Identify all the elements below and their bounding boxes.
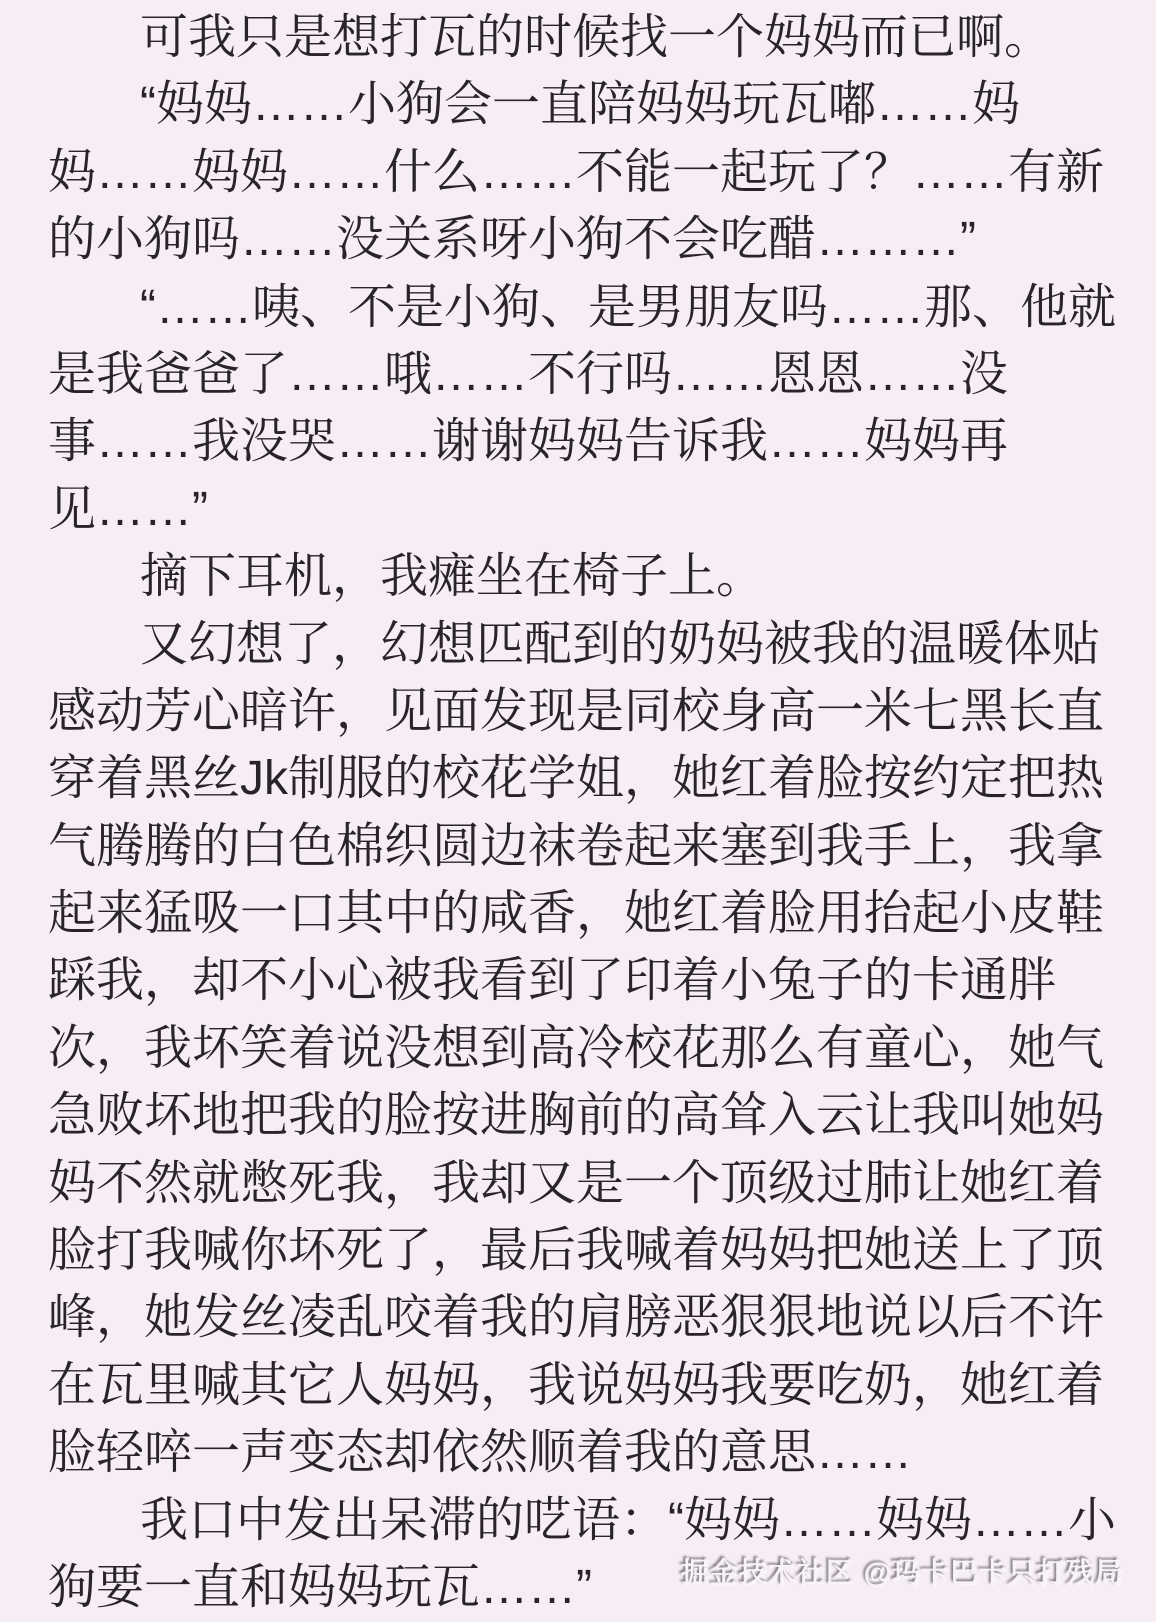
text-line: 我口中发出呆滞的呓语：“妈妈……妈妈……小: [140, 1493, 1116, 1547]
text-line: 是我爸爸了……哦……不行吗……恩恩……没: [48, 347, 1009, 401]
text-line: 次，我坏笑着说没想到高冷校花那么有童心，她气: [48, 1021, 1105, 1075]
text-line: 感动芳心暗许，见面发现是同校身高一米七黑长直: [48, 684, 1105, 738]
text-line: 事……我没哭……谢谢妈妈告诉我……妈妈再: [48, 415, 1009, 469]
text-line: 起来猛吸一口其中的咸香，她红着脸用抬起小皮鞋: [48, 887, 1105, 941]
text-line: 穿着黑丝Jk制服的校花学姐，她红着脸按约定把热: [48, 752, 1105, 806]
watermark: 掘金技术社区 @玛卡巴卡只打残局: [680, 1557, 1124, 1588]
novel-text-block: [48, 4, 1138, 1621]
text-line: 摘下耳机，我瘫坐在椅子上。: [140, 550, 765, 604]
text-line: “妈妈……小狗会一直陪妈妈玩瓦嘟……妈: [140, 78, 1020, 132]
text-line: 见……”: [48, 482, 208, 536]
text-line: 气腾腾的白色棉织圆边袜卷起来塞到我手上，我拿: [48, 819, 1105, 873]
text-line: 在瓦里喊其它人妈妈，我说妈妈我要吃奶，她红着: [48, 1358, 1105, 1412]
text-line: 又幻想了，幻想匹配到的奶妈被我的温暖体贴: [140, 617, 1101, 671]
text-line: 可我只是想打瓦的时候找一个妈妈而已啊。: [140, 11, 1053, 64]
text-line: 狗要一直和妈妈玩瓦……”: [48, 1560, 592, 1614]
text-line: 急败坏地把我的脸按进胸前的高耸入云让我叫她妈: [48, 1089, 1105, 1143]
text-line: 脸打我喊你坏死了，最后我喊着妈妈把她送上了顶: [48, 1224, 1105, 1278]
text-line: 峰，她发丝凌乱咬着我的肩膀恶狠狠地说以后不许: [48, 1291, 1105, 1345]
text-line: 踩我，却不小心被我看到了印着小兔子的卡通胖: [48, 954, 1057, 1008]
text-line: 妈不然就憋死我，我却又是一个顶级过肺让她红着: [48, 1156, 1105, 1210]
text-line: “……咦、不是小狗、是男朋友吗……那、他就: [140, 280, 1116, 334]
text-line: 的小狗吗……没关系呀小狗不会吃醋………”: [48, 213, 976, 267]
text-line: 脸轻啐一声变态却依然顺着我的意思……: [48, 1426, 913, 1480]
text-line: 妈……妈妈……什么……不能一起玩了？……有新: [48, 145, 1105, 199]
